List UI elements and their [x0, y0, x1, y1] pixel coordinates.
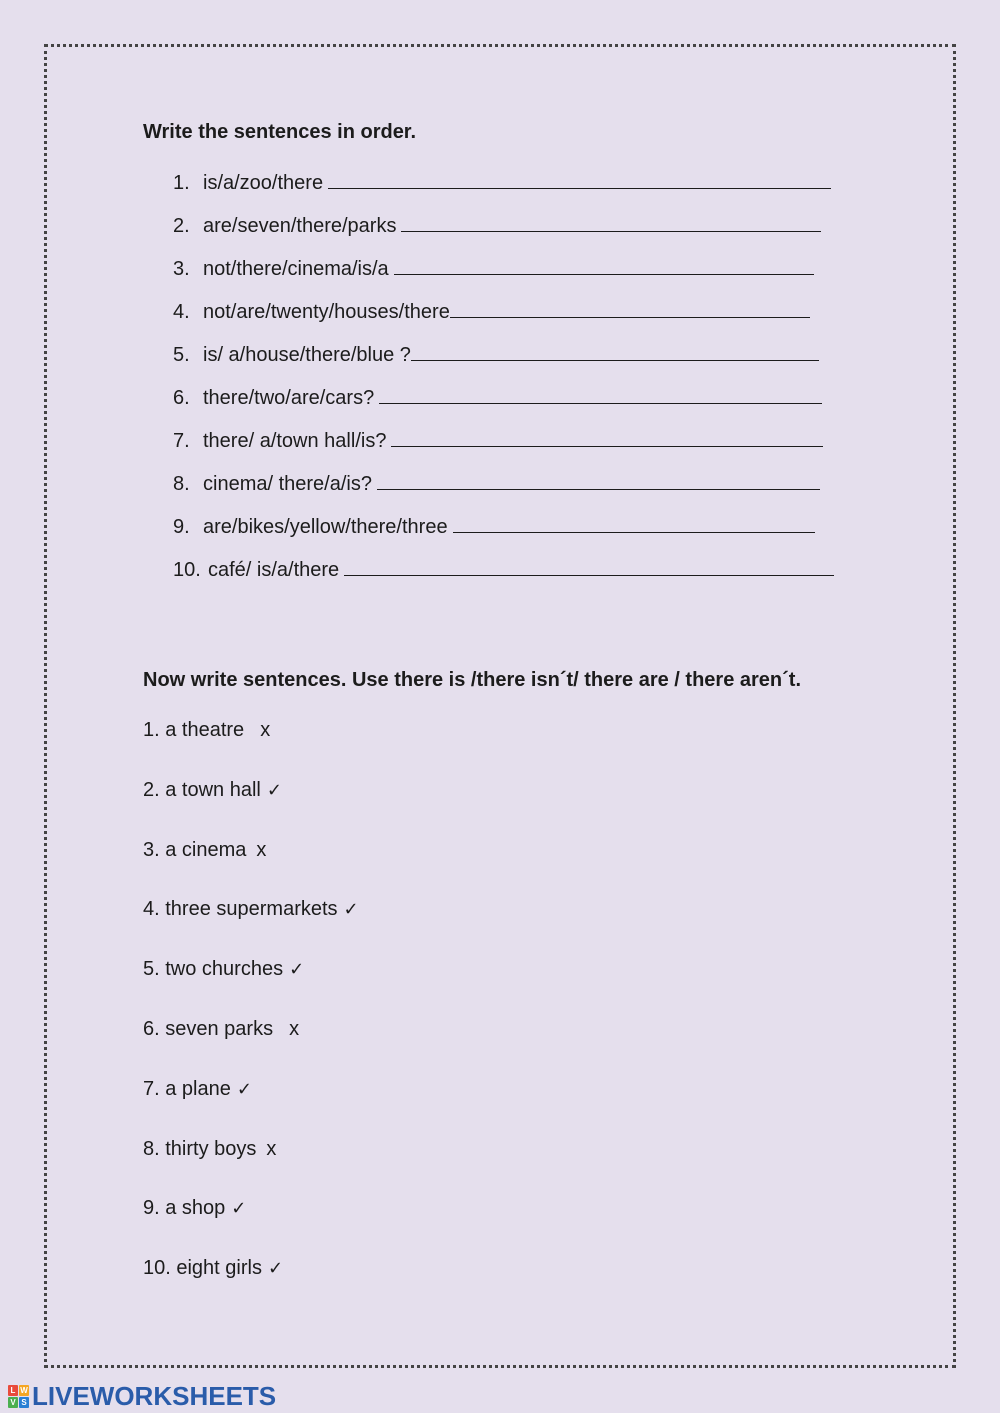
item-number: 7. [173, 430, 190, 452]
logo-block: S [19, 1397, 29, 1408]
item-number: 6. [173, 387, 190, 409]
list-item [143, 1256, 359, 1316]
prompt-text: 3. a cinema [143, 838, 247, 861]
list-item [173, 257, 863, 300]
item-number: 9. [173, 516, 190, 538]
prompt-text: 6. seven parks [143, 1017, 274, 1040]
check-mark-icon: ✓ [231, 1198, 247, 1220]
answer-line[interactable] [328, 171, 831, 189]
answer-line[interactable] [394, 257, 814, 275]
prompt-text: 8. thirty boys [143, 1137, 257, 1160]
answer-line[interactable] [411, 343, 819, 361]
scrambled-words: not/there/cinema/is/a [203, 258, 389, 280]
item-number: 2. [173, 215, 190, 237]
liveworksheets-logo[interactable] [8, 1381, 276, 1411]
check-mark-icon: ✓ [267, 1258, 284, 1280]
list-item [173, 472, 863, 515]
answer-line[interactable] [379, 386, 822, 404]
section1-heading: Write the sentences in order. [143, 121, 417, 143]
cross-mark-icon: x [260, 719, 271, 741]
item-number: 10. [173, 559, 201, 581]
scrambled-words: is/a/zoo/there [203, 172, 324, 194]
check-mark-icon: ✓ [343, 899, 359, 921]
cross-mark-icon: x [256, 838, 267, 861]
item-number: 4. [173, 301, 190, 323]
logo-blocks-icon [8, 1385, 29, 1408]
list-item [143, 838, 359, 898]
list-item [143, 1017, 359, 1077]
answer-line[interactable] [344, 558, 834, 576]
list-item [173, 429, 863, 472]
prompt-text: 1. a theatre [143, 719, 245, 741]
answer-line[interactable] [401, 214, 821, 232]
list-item [143, 897, 359, 957]
item-number: 5. [173, 344, 190, 366]
order-sentences-list [173, 171, 863, 601]
prompt-text: 2. a town hall [143, 778, 261, 801]
section2-heading: Now write sentences. Use there is /there isn´t/ there are / there aren´t. [143, 669, 801, 691]
logo-block: L [8, 1385, 18, 1396]
scrambled-words: there/ a/town hall/is? [203, 430, 387, 452]
write-sentences-list [143, 718, 359, 1316]
prompt-text: 4. three supermarkets [143, 898, 338, 921]
scrambled-words: are/seven/there/parks [203, 215, 397, 237]
list-item [143, 1137, 359, 1197]
scrambled-words: not/are/twenty/houses/there [203, 301, 450, 323]
list-item [173, 515, 863, 558]
check-mark-icon: ✓ [289, 959, 305, 981]
answer-line[interactable] [450, 300, 810, 318]
scrambled-words: cinema/ there/a/is? [203, 473, 372, 495]
list-item [173, 171, 863, 214]
prompt-text: 9. a shop [143, 1197, 226, 1220]
list-item [173, 214, 863, 257]
logo-block: W [20, 1385, 28, 1395]
logo-block: V [8, 1397, 18, 1408]
list-item [143, 1077, 359, 1137]
answer-line[interactable] [453, 515, 815, 533]
list-item [173, 558, 863, 601]
scrambled-words: café/ is/a/there [208, 559, 340, 581]
scrambled-words: there/two/are/cars? [203, 387, 375, 409]
list-item [173, 386, 863, 429]
item-number: 1. [173, 172, 190, 194]
answer-line[interactable] [391, 429, 823, 447]
prompt-text: 7. a plane [143, 1077, 231, 1100]
list-item [173, 343, 863, 386]
list-item [143, 1196, 359, 1256]
prompt-text: 10. eight girls [143, 1257, 262, 1280]
prompt-text: 5. two churches [143, 958, 284, 981]
scrambled-words: is/ a/house/there/blue ? [203, 344, 411, 366]
cross-mark-icon: x [289, 1017, 300, 1040]
item-number: 3. [173, 258, 190, 280]
list-item [143, 957, 359, 1017]
item-number: 8. [173, 473, 190, 495]
check-mark-icon: ✓ [236, 1078, 252, 1100]
scrambled-words: are/bikes/yellow/there/three [203, 516, 448, 538]
logo-text: LIVEWORKSHEETS [32, 1380, 277, 1411]
check-mark-icon: ✓ [266, 779, 282, 801]
list-item [173, 300, 863, 343]
list-item [143, 778, 359, 838]
list-item [143, 718, 359, 778]
cross-mark-icon: x [266, 1137, 277, 1160]
answer-line[interactable] [377, 472, 820, 490]
